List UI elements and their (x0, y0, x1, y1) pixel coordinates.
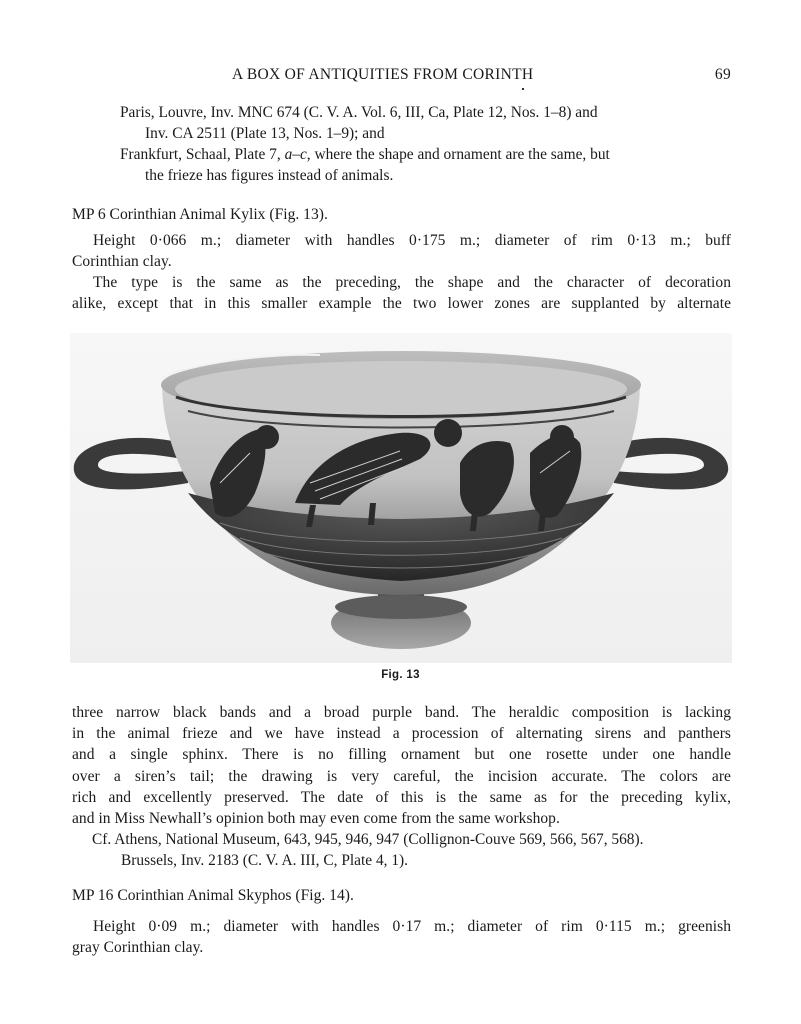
reference-frankfurt-line2: the frieze has figures instead of animals. (145, 167, 394, 184)
reference-frankfurt-text-c: , where the shape and ornament are the same, but (306, 146, 610, 163)
reference-frankfurt-text-a: Frankfurt, Schaal, Plate 7, (120, 146, 285, 163)
paragraph-line: Height 0·09 m.; diameter with handles 0·17 m.; diameter of rim 0·115 m.; greenish (93, 918, 731, 935)
paragraph-line: gray Corinthian clay. (72, 939, 204, 957)
stray-dot (522, 88, 524, 90)
reference-frankfurt-italic: a–c (284, 146, 307, 163)
reference-frankfurt-line1 (120, 144, 731, 165)
entry-heading-mp6: MP 6 Corinthian Animal Kylix (Fig. 13). (72, 206, 328, 223)
paragraph-line: and in Miss Newhall’s opinion both may even come from the same workshop. (72, 809, 560, 827)
paragraph-line: rich and excellently preserved. The date of this is the same as for the preceding kylix, (72, 788, 731, 806)
comparanda-line2: Brussels, Inv. 2183 (C. V. A. III, C, Plate 4, 1). (121, 852, 409, 870)
reference-louvre-line1: Paris, Louvre, Inv. MNC 674 (C. V. A. Vol. 6, III, Ca, Plate 12, Nos. 1–8) and (120, 104, 598, 121)
comparanda-line1: Cf. Athens, National Museum, 643, 945, 946, 947 (Collignon-Couve 569, 566, 567, 568). (92, 831, 644, 848)
paragraph-line: in the animal frieze and we have instead a procession of alternating sirens and panthers (72, 725, 731, 743)
paragraph-line: The type is the same as the preceding, the shape and the character of decoration (93, 274, 731, 291)
paragraph-line: Height 0·066 m.; diameter with handles 0·175 m.; diameter of rim 0·13 m.; buff (93, 232, 731, 249)
kylix-photograph (70, 333, 732, 663)
kylix-image (70, 333, 732, 663)
entry-mp6-continuation (72, 702, 731, 829)
running-title: A BOX OF ANTIQUITIES FROM CORINTH (232, 66, 534, 83)
paragraph-line: alike, except that in this smaller example the two lower zones are supplanted by alternate (72, 295, 731, 313)
entry-mp16-dimensions (72, 916, 731, 958)
page-number: 69 (714, 66, 731, 83)
entry-mp6-dimensions (72, 230, 731, 272)
paragraph-line: and a single sphinx. There is no filling ornament but one rosette under one handle (72, 746, 731, 764)
paragraph-line: over a siren’s tail; the drawing is very careful, the incision accurate. The colors are (72, 767, 731, 785)
reference-louvre-line2: Inv. CA 2511 (Plate 13, Nos. 1–9); and (145, 125, 385, 142)
entry-mp6-description (72, 272, 731, 314)
reference-frankfurt (120, 144, 731, 186)
paragraph-line: Corinthian clay. (72, 253, 172, 271)
reference-louvre (120, 102, 731, 144)
figure-caption: Fig. 13 (381, 669, 420, 681)
comparanda (92, 829, 731, 871)
paragraph-line: three narrow black bands and a broad purple band. The heraldic composition is lacking (72, 704, 731, 721)
running-header (72, 66, 731, 88)
entry-heading-mp16: MP 16 Corinthian Animal Skyphos (Fig. 14). (72, 887, 354, 904)
